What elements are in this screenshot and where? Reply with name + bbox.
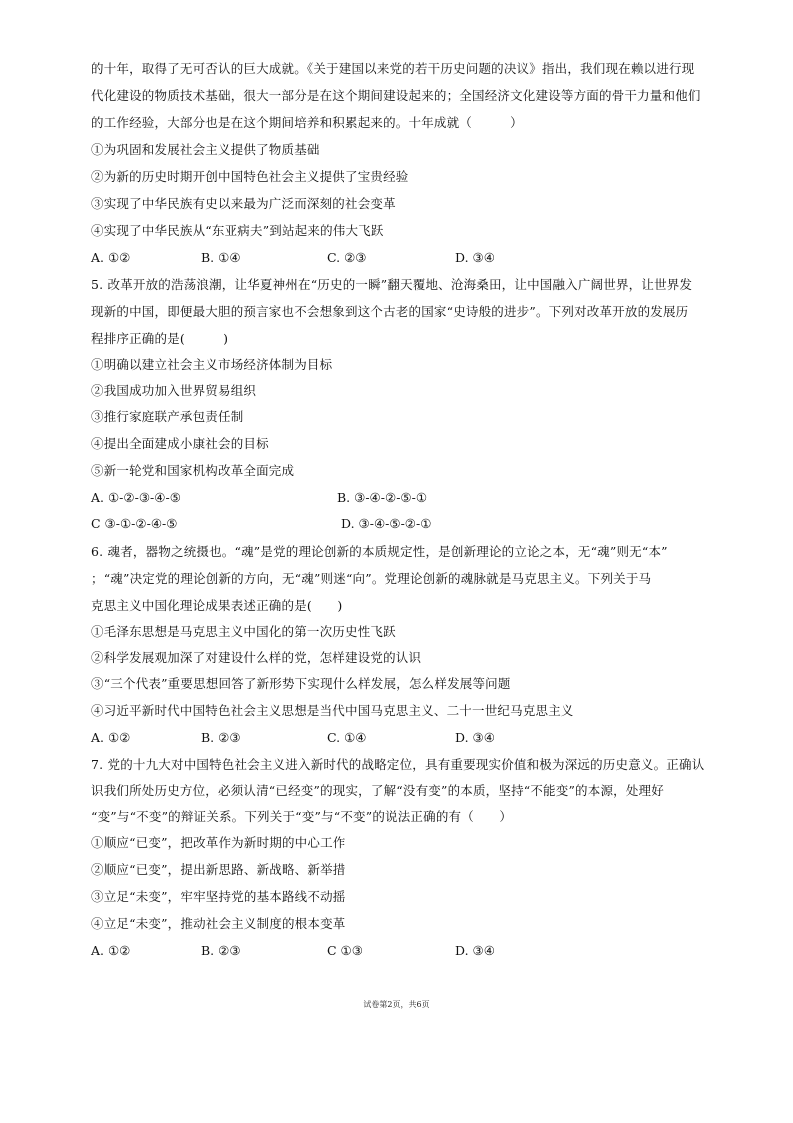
option-b: B. ③-④-②-⑤-① [337,490,428,505]
text-line: ；“魂”决定党的理论创新的方向，无“魂”则迷“向”。党理论创新的魂脉就是马克思主义。下列关于马 [91,571,652,586]
answer-options [91,489,711,507]
question-7-stem: 7. 党的十九大对中国特色社会主义进入新时代的战略定位，具有重要现实价值和极为深远的历史意义。正确认 [91,757,705,772]
statement-item: ④实现了中华民族从“东亚病夫”到站起来的伟大飞跃 [91,223,384,238]
statement-item: ④提出全面建成小康社会的目标 [91,436,269,451]
statement-item: ②科学发展观加深了对建设什么样的党，怎样建设党的认识 [91,650,422,665]
option-d: D. ③④ [455,943,495,958]
text-line: 的十年，取得了无可否认的巨大成就。《关于建国以来党的若干历史问题的决议》指出，我们现在赖以进行现 [91,61,695,76]
answer-options [91,515,711,533]
option-d: D. ③④ [455,250,495,265]
text-line: 的工作经验，大部分也是在这个期间培养和积累起来的。十年成就（ ） [91,115,523,130]
text-line: 代化建设的物质技术基础，很大一部分是在这个期间建设起来的；全国经济文化建设等方面的骨干力量和他们 [91,88,701,103]
text-line: 克思主义中国化理论成果表述正确的是( ) [91,598,343,613]
statement-item: ①顺应“已变”，把改革作为新时期的中心工作 [91,835,346,850]
text-line: 现新的中国，即便最大胆的预言家也不会想象到这个古老的国家“史诗般的进步”。下列对改革开放的发展历 [91,304,689,319]
statement-item: ②为新的历史时期开创中国特色社会主义提供了宝贵经验 [91,169,409,184]
page-footer: 试卷第2页，共6页 [363,1000,430,1009]
option-c: C. ②③ [327,250,367,265]
statement-item: ③立足“未变”，牢牢坚持党的基本路线不动摇 [91,889,346,904]
text-line: 识我们所处历史方位，必须认清“已经变”的现实，了解“没有变”的本质，坚持“不能变”的本源，处理好 [91,783,664,798]
statement-item: ④习近平新时代中国特色社会主义思想是当代中国马克思主义、二十一世纪马克思主义 [91,703,574,718]
option-b: B. ②③ [201,943,241,958]
statement-item: ⑤新一轮党和国家机构改革全面完成 [91,463,295,478]
option-b: B. ②③ [201,730,241,745]
option-a: A. ①② [91,250,131,265]
statement-item: ②我国成功加入世界贸易组织 [91,383,257,398]
statement-item: ①毛泽东思想是马克思主义中国化的第一次历史性飞跃 [91,624,396,639]
option-c: C ①③ [327,943,363,958]
answer-options [91,942,711,960]
statement-item: ①明确以建立社会主义市场经济体制为目标 [91,357,333,372]
statement-item: ③实现了中华民族有史以来最为广泛而深刻的社会变革 [91,196,396,211]
option-b: B. ①④ [201,250,241,265]
option-c: C ③-①-②-④-⑤ [91,516,178,531]
statement-item: ④立足“未变”，推动社会主义制度的根本变革 [91,916,346,931]
text-line: 程排序正确的是( ) [91,331,229,346]
statement-item: ③“三个代表”重要思想回答了新形势下实现什么样发展，怎么样发展等问题 [91,676,511,691]
text-line: “变”与“不变”的辩证关系。下列关于“变”与“不变”的说法正确的有（ ） [91,809,513,824]
answer-options [91,249,711,267]
option-c: C. ①④ [327,730,367,745]
option-a: A. ①-②-③-④-⑤ [91,490,181,505]
statement-item: ②顺应“已变”，提出新思路、新战略、新举措 [91,862,346,877]
question-6-stem: 6. 魂者，器物之统摄也。“魂”是党的理论创新的本质规定性，是创新理论的立论之本，无“魂”则无“本” [91,544,668,559]
option-a: A. ①② [91,730,131,745]
question-5-stem: 5. 改革开放的浩荡浪潮，让华夏神州在“历史的一瞬”翻天覆地、沧海桑田，让中国融入广阔世界，让世界发 [91,277,693,292]
statement-item: ①为巩固和发展社会主义提供了物质基础 [91,142,320,157]
option-d: D. ③④ [455,730,495,745]
option-d: D. ③-④-⑤-②-① [341,516,432,531]
statement-item: ③推行家庭联产承包责任制 [91,409,244,424]
option-a: A. ①② [91,943,131,958]
answer-options [91,729,711,747]
